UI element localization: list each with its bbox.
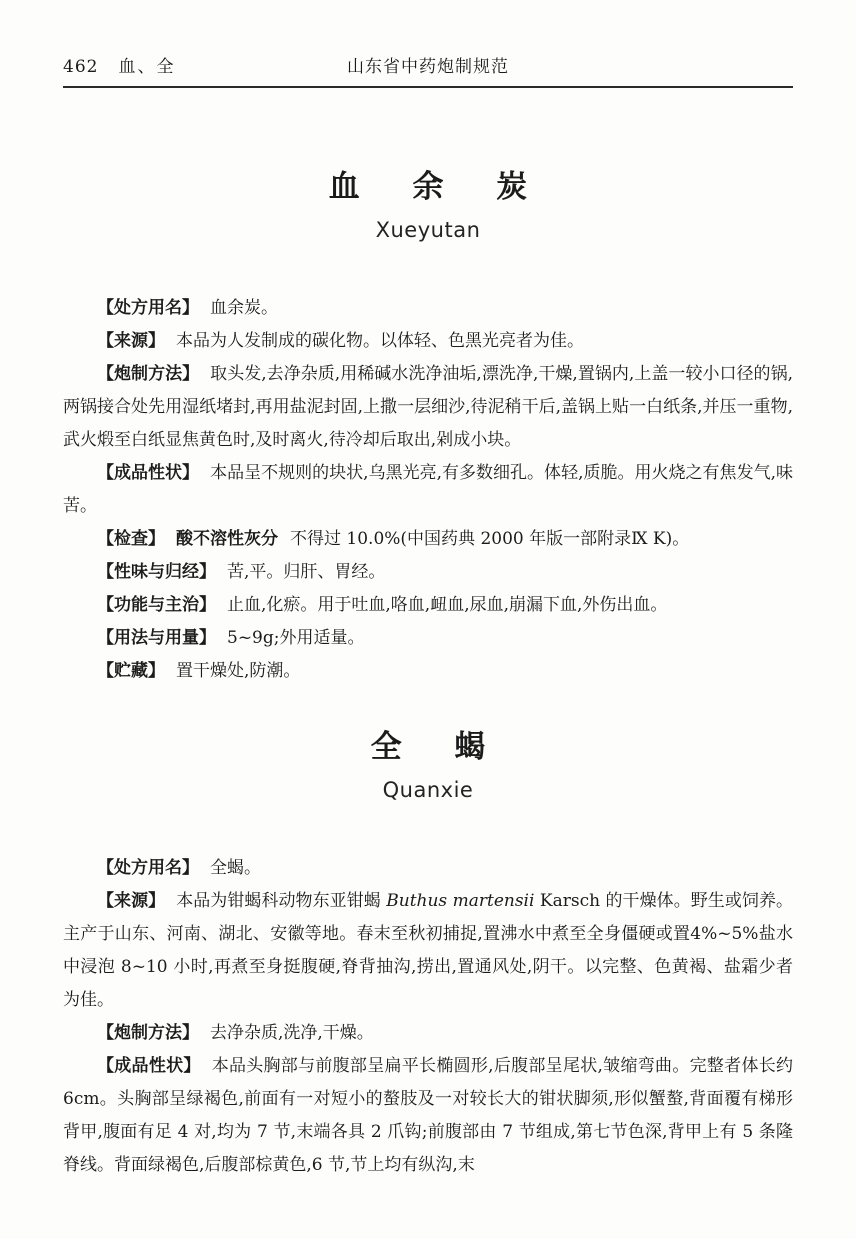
entry-body-xueyutan: [63, 292, 793, 688]
section-label: 【成品性状】: [97, 463, 200, 484]
section-text: 置干燥处,防潮。: [176, 661, 301, 682]
section-label: 【用法与用量】: [97, 628, 216, 649]
inspection-item-name: 酸不溶性灰分: [176, 529, 278, 550]
section-label: 【性味与归经】: [97, 562, 216, 583]
entry-pinyin-quanxie: Quanxie: [382, 778, 474, 803]
section-label: 【功能与主治】: [97, 595, 216, 616]
section-text: 苦,平。归肝、胃经。: [227, 562, 386, 583]
book-title: 山东省中药炮制规范: [347, 57, 509, 77]
section-text: 去净杂质,洗净,干燥。: [210, 1023, 374, 1044]
section-product-characters: [63, 1050, 793, 1182]
section-text: 血余炭。: [210, 298, 278, 319]
section-text: 全蝎。: [210, 858, 261, 879]
section-label: 【来源】: [97, 891, 166, 912]
latin-species-name: Buthus martensii: [386, 891, 535, 912]
section-processing-method: [63, 358, 793, 457]
section-function-indication: [63, 589, 793, 622]
section-label: 【来源】: [97, 331, 165, 352]
section-product-characters: [63, 457, 793, 523]
page-header: [63, 0, 793, 88]
section-processing-method: [63, 1017, 793, 1050]
entry-title-quanxie: 全蝎: [370, 729, 539, 766]
page-body: [63, 170, 793, 1182]
section-label: 【处方用名】: [97, 298, 199, 319]
section-prescription-name: [63, 292, 793, 325]
section-source: [63, 325, 793, 358]
section-text: 止血,化瘀。用于吐血,咯血,衄血,尿血,崩漏下血,外伤出血。: [227, 595, 668, 616]
entry-body-quanxie: [63, 852, 793, 1182]
section-text: 取头发,去净杂质,用稀碱水洗净油垢,漂洗净,干燥,置锅内,上盖一较小口径的锅,两锅接合处先用湿纸堵封,再用盐泥封固,上撒一层细沙,待泥稍干后,盖锅上贴一白纸条,并压一重物,武火煅至白纸显焦黄色时,及时离火,待冷却后取出,剁成小块。: [63, 364, 794, 451]
section-label: 【检查】: [97, 529, 165, 550]
section-label: 【处方用名】: [97, 858, 199, 879]
section-text: 本品为人发制成的碳化物。以体轻、色黑光亮者为佳。: [176, 331, 584, 352]
section-label: 【成品性状】: [97, 1056, 201, 1077]
section-source: [63, 885, 793, 1017]
header-section-chars: 血、全: [118, 57, 176, 77]
section-text: 本品头胸部与前腹部呈扁平长椭圆形,后腹部呈尾状,皱缩弯曲。完整者体长约 6cm。头胸部呈绿褐色,前面有一对短小的螯肢及一对较长大的钳状脚须,形似蟹螯,背面覆有梯形背甲,腹面有足 4 对,均为 7 节,末端各具 2 爪钩;前腹部由 7 节组成,第七节色深,背甲上有 5 条隆脊线。背面绿褐色,后腹部棕黄色,6 节,节上均有纵沟,末: [63, 1056, 794, 1176]
section-label: 【炮制方法】: [97, 364, 200, 385]
section-dosage: [63, 622, 793, 655]
section-taste-meridian: [63, 556, 793, 589]
section-storage: [63, 655, 793, 688]
section-label: 【炮制方法】: [97, 1023, 199, 1044]
section-text: 本品为钳蝎科动物东亚钳蝎: [176, 891, 387, 912]
section-text: Karsch 的干燥体。野生或饲养。主产于山东、河南、湖北、安徽等地。春末至秋初捕捉,置沸水中煮至全身僵硬或置4%~5%盐水中浸泡 8~10 小时,再煮至身挺腹硬,脊背抽沟,捞出,置通风处,阴干。以完整、色黄褐、盐霜少者为佳。: [63, 891, 794, 1011]
section-inspection: [63, 523, 793, 556]
section-label: 【贮藏】: [97, 661, 165, 682]
section-prescription-name: [63, 852, 793, 885]
section-text: 不得过 10.0%(中国药典 2000 年版一部附录Ⅸ K)。: [290, 529, 690, 550]
section-text: 本品呈不规则的块状,乌黑光亮,有多数细孔。体轻,质脆。用火烧之有焦发气,味苦。: [63, 463, 793, 517]
entry-title-xueyutan: 血余炭: [328, 169, 580, 205]
entry-pinyin-xueyutan: Xueyutan: [375, 218, 481, 243]
page-number: 462: [63, 57, 99, 77]
section-text: 5~9g;外用适量。: [227, 628, 365, 649]
